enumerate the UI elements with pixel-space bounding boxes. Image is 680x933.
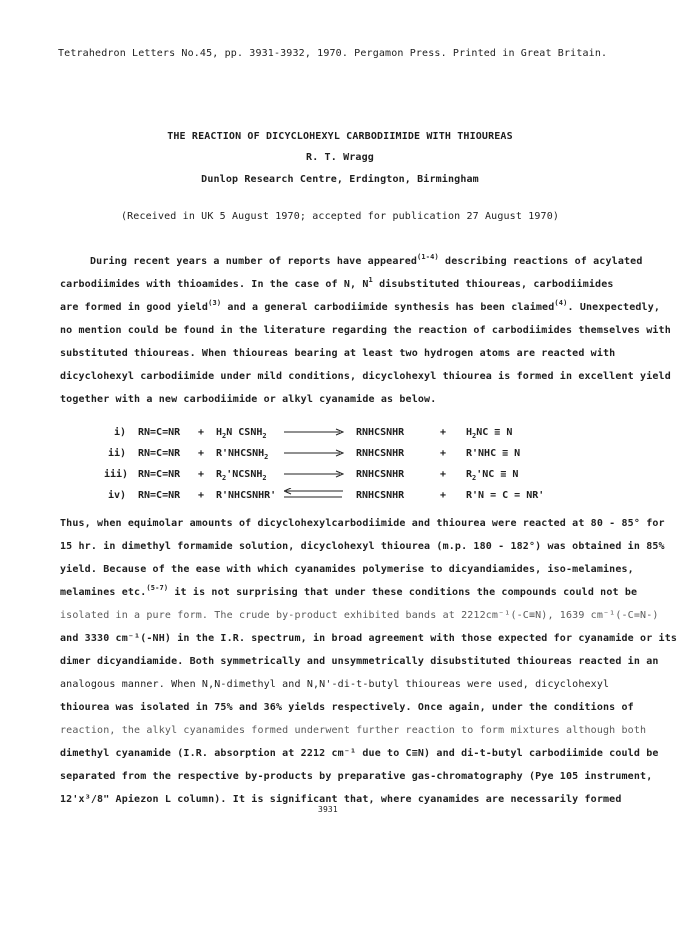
para1-line2 <box>60 278 614 291</box>
product-thiourea: RNHCSNHR <box>356 469 405 480</box>
product-thiourea: RNHCSNHR <box>356 448 405 459</box>
para1-text: During recent years a number of reports have appeared <box>90 256 418 267</box>
page-number: 3931 <box>318 805 338 814</box>
reactant-2: $R_2'NCSNH_2$ <box>216 469 267 482</box>
product-2: $H_2NC \equiv N$ <box>466 427 513 440</box>
para1-line6: dicyclohexyl carbodiimide under mild conditions, dicyclohexyl thiourea is formed in excellent yield <box>60 371 671 382</box>
reactant-1: RN=C=NR <box>138 427 181 438</box>
product-2: R'N = C = NR' <box>466 490 545 501</box>
plus-sign: + <box>198 469 205 480</box>
para2-line3: yield. Because of the ease with which cyanamides polymerise to dicyandiamides, iso-melamines, <box>60 564 634 575</box>
para2-line5: isolated in a pure form. The crude by-product exhibited bands at 2212cm⁻¹(-C≡N), 1639 cm⁻¹(-C=N-) <box>60 610 659 621</box>
para1-line1 <box>90 255 643 268</box>
product-2: R'NHC ≡ N <box>466 448 521 459</box>
para1-line4: no mention could be found in the literature regarding the reaction of carbodiimides themselves with <box>60 325 671 336</box>
para1-line5: substituted thioureas. When thioureas bearing at least two hydrogen atoms are reacted with <box>60 348 616 359</box>
reaction-number: ii) <box>108 448 127 459</box>
reactant-2: R'NHCSNHR' <box>216 490 277 501</box>
para2-line6: and 3330 cm⁻¹(-NH) in the I.R. spectrum, in broad agreement with those expected for cyanamide or its <box>60 633 678 644</box>
citation: (5-7) <box>146 584 169 592</box>
plus-sign: + <box>440 490 447 501</box>
plus-sign: + <box>440 448 447 459</box>
equilibrium-arrow-icon <box>284 488 344 500</box>
reactant-1: RN=C=NR <box>138 469 181 480</box>
para2-line2: 15 hr. in dimethyl formamide solution, dicyclohexyl thiourea (m.p. 180 - 182°) was obtained in 85% <box>60 541 665 552</box>
affiliation: Dunlop Research Centre, Erdington, Birmingham <box>201 174 479 185</box>
para1-text: . Unexpectedly, <box>567 302 661 313</box>
citation: (4) <box>554 299 568 307</box>
reaction-number: iii) <box>104 469 129 480</box>
para2-line11: dimethyl cyanamide (I.R. absorption at 2212 cm⁻¹ due to C≡N) and di-t-butyl carbodiimide could be <box>60 748 659 759</box>
para1-text: carbodiimides with thioamides. In the case of N, N <box>60 279 369 290</box>
journal-header: Tetrahedron Letters No.45, pp. 3931-3932, 1970. Pergamon Press. Printed in Great Britain. <box>58 48 608 59</box>
reaction-number: iv) <box>108 490 127 501</box>
para2-line8: analogous manner. When N,N-dimethyl and N,N'-di-t-butyl thioureas were used, dicyclohexyl <box>60 679 610 690</box>
para1-line3 <box>60 301 660 314</box>
para2-line13: 12'x³/8" Apiezon L column). It is significant that, where cyanamides are necessarily formed <box>60 794 622 805</box>
forward-arrow-icon <box>284 470 344 478</box>
para2-text: melamines etc. <box>60 587 147 598</box>
reactant-1: RN=C=NR <box>138 490 181 501</box>
plus-sign: + <box>198 448 205 459</box>
para2-text: it is not surprising that under these conditions the compounds could not be <box>168 587 638 598</box>
forward-arrow-icon <box>284 428 344 436</box>
para1-text: disubstituted thioureas, carbodiimides <box>372 279 614 290</box>
para2-line7: dimer dicyandiamide. Both symmetrically and unsymmetrically disubstituted thioureas reacted in an <box>60 656 659 667</box>
forward-arrow-icon <box>284 449 344 457</box>
para2-line1: Thus, when equimolar amounts of dicyclohexylcarbodiimide and thiourea were reacted at 80 - 85° for <box>60 518 665 529</box>
product-2: $R_2'NC \equiv N$ <box>466 469 519 482</box>
plus-sign: + <box>440 427 447 438</box>
plus-sign: + <box>198 427 205 438</box>
reactant-1: RN=C=NR <box>138 448 181 459</box>
plus-sign: + <box>198 490 205 501</box>
para1-line7: together with a new carbodiimide or alkyl cyanamide as below. <box>60 394 437 405</box>
product-thiourea: RNHCSNHR <box>356 427 405 438</box>
para1-text: describing reactions of acylated <box>438 256 643 267</box>
reaction-number: i) <box>114 427 127 438</box>
para2-line9: thiourea was isolated in 75% and 36% yields respectively. Once again, under the conditions of <box>60 702 634 713</box>
reactant-2: $H_2N$ $CSNH_2$ <box>216 427 267 440</box>
superscript: 1 <box>368 276 373 284</box>
author: R. T. Wragg <box>306 152 374 163</box>
citation: (1-4) <box>417 253 439 261</box>
para2-line10: reaction, the alkyl cyanamides formed underwent further reaction to form mixtures although both <box>60 725 647 736</box>
paper-title: THE REACTION OF DICYCLOHEXYL CARBODIIMIDE WITH THIOUREAS <box>167 131 513 142</box>
para2-line12: separated from the respective by-products by preparative gas-chromatography (Pye 105 instrument, <box>60 771 653 782</box>
para2-line4 <box>60 586 637 599</box>
para1-text: are formed in good yield <box>60 302 209 313</box>
product-thiourea: RNHCSNHR <box>356 490 405 501</box>
citation: (3) <box>208 299 222 307</box>
para1-text: and a general carbodiimide synthesis has been claimed <box>221 302 555 313</box>
received-dates: (Received in UK 5 August 1970; accepted for publication 27 August 1970) <box>120 211 560 222</box>
reactant-2: $R'NHCSNH_2$ <box>216 448 269 461</box>
plus-sign: + <box>440 469 447 480</box>
